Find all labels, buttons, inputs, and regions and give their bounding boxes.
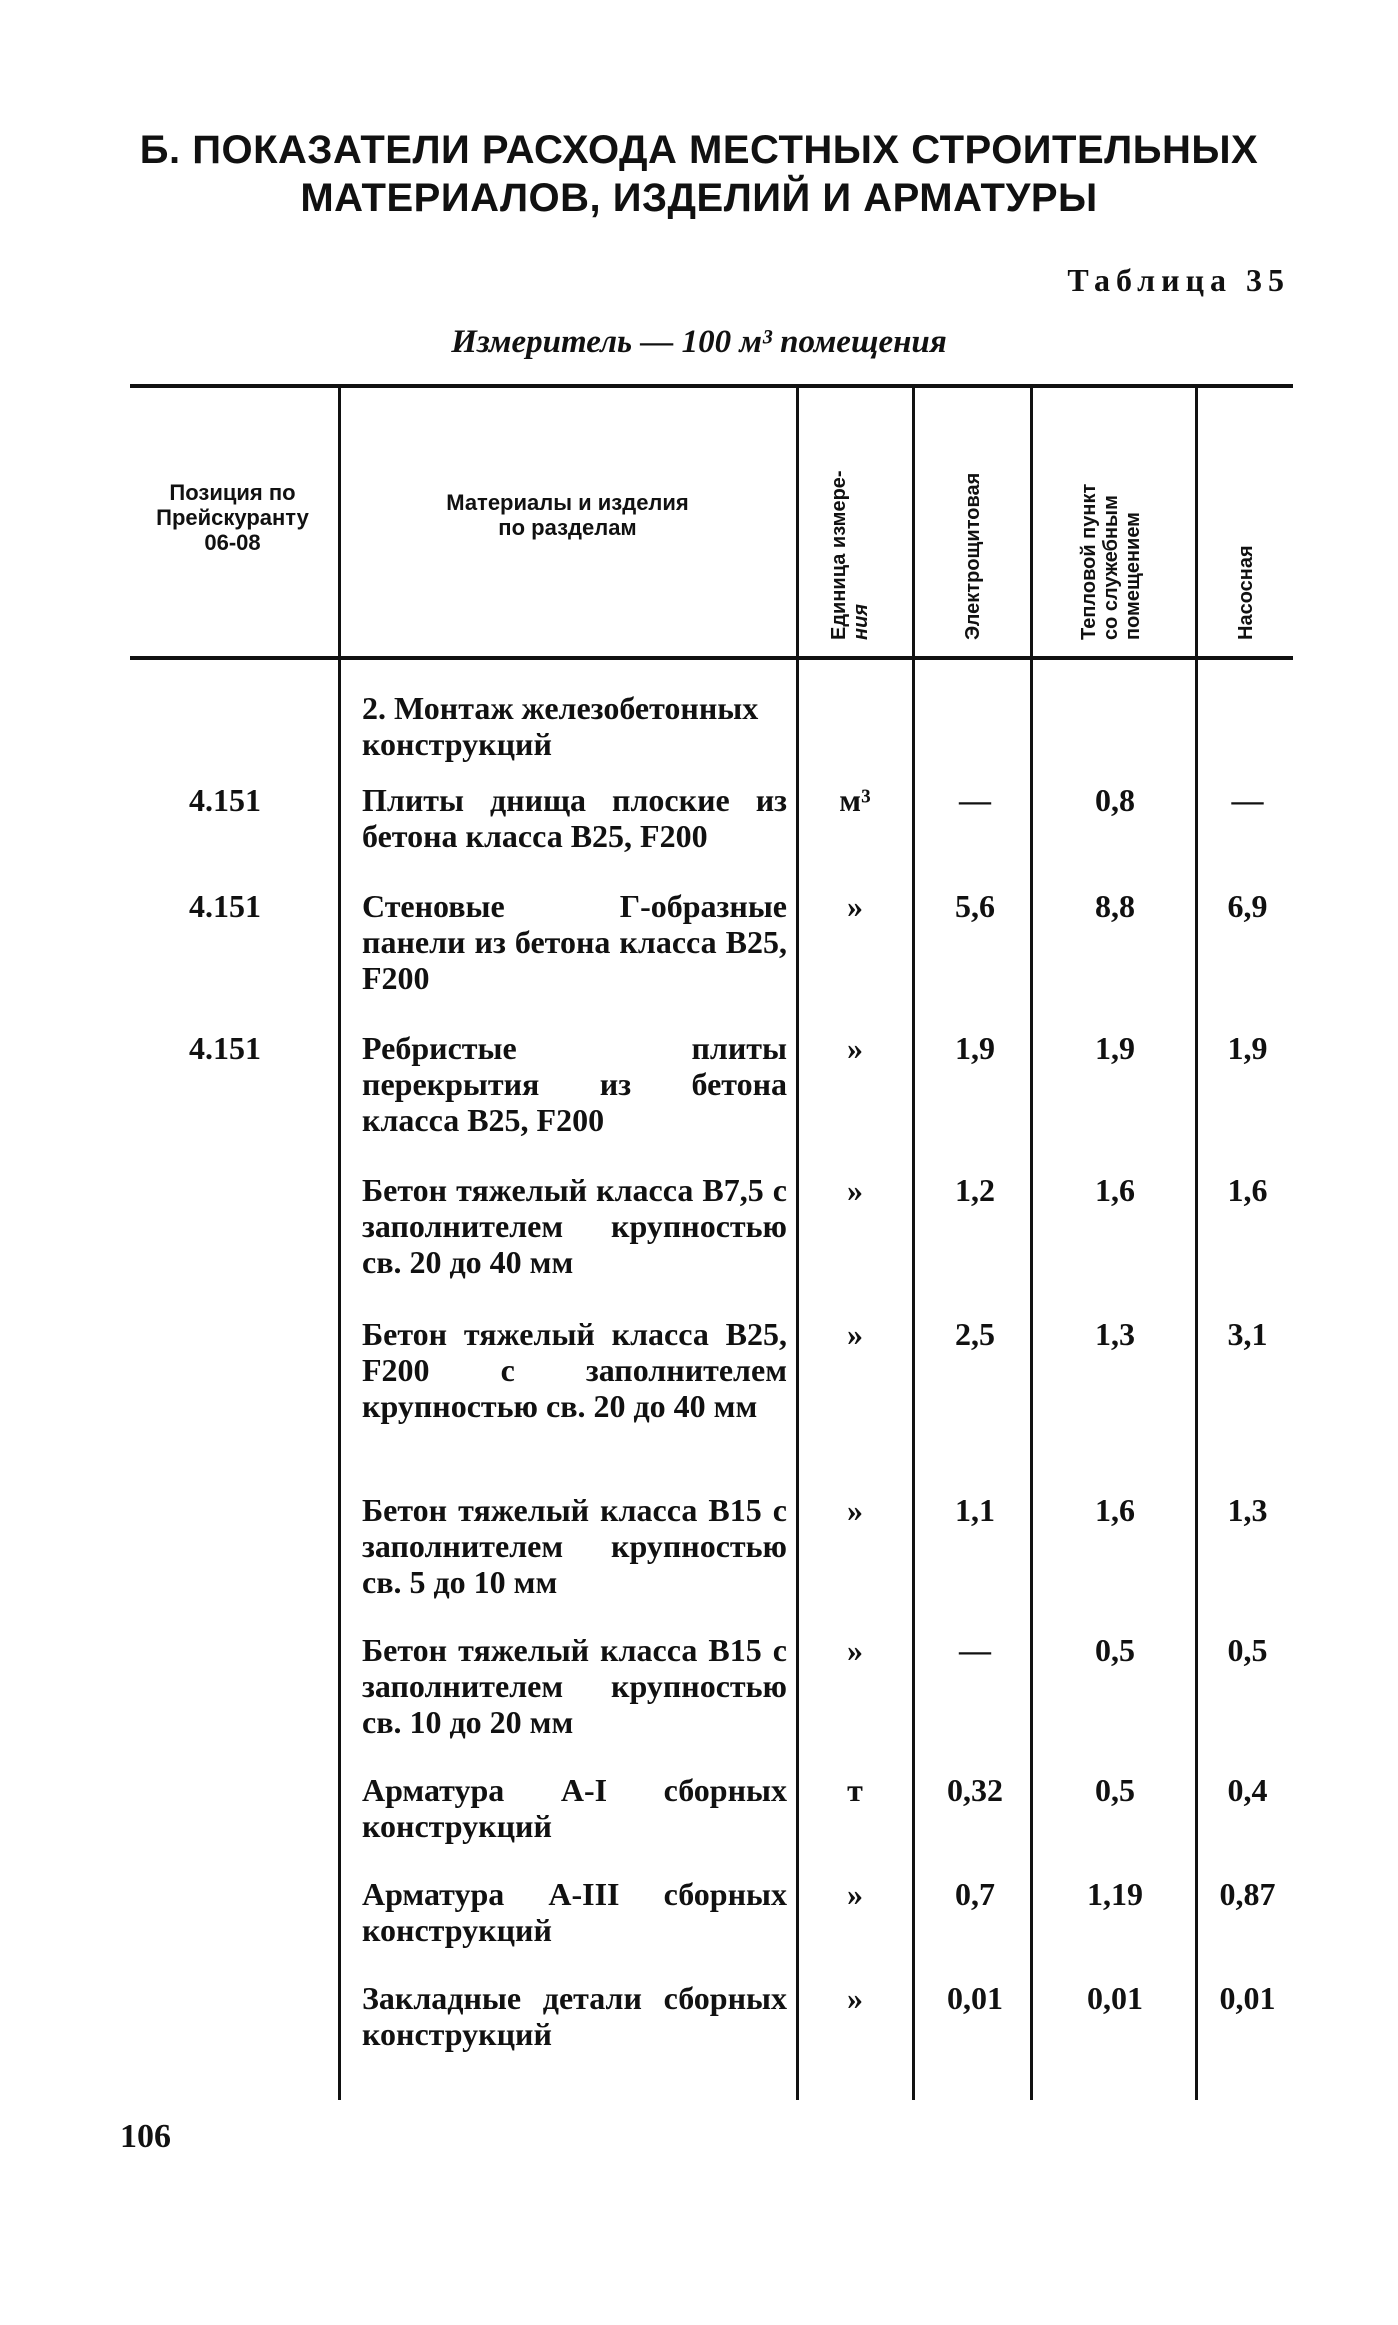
row-electrical-value: 0,7	[955, 1876, 995, 1912]
measure-unit-caption: Измеритель — 100 м³ помещения	[451, 324, 947, 360]
row-unit: »	[847, 1492, 863, 1528]
row-heat-point-value: 8,8	[1095, 888, 1135, 924]
row-unit: »	[847, 888, 863, 924]
row-unit: »	[847, 1316, 863, 1352]
row-heat-point-value: 0,5	[1095, 1632, 1135, 1668]
row-pump-value: 1,9	[1227, 1030, 1268, 1066]
row-position: 4.151	[189, 782, 261, 818]
row-electrical-value: 1,1	[955, 1492, 995, 1528]
row-unit: »	[847, 1980, 863, 2016]
row-unit: »	[847, 1172, 863, 1208]
table-top-rule	[130, 384, 1293, 388]
row-pump-value: 0,87	[1219, 1876, 1276, 1912]
row-pump-value: 3,1	[1227, 1316, 1268, 1352]
row-heat-point-value: 1,9	[1095, 1030, 1135, 1066]
table-number: Таблица 35	[1067, 262, 1290, 298]
row-heat-point-value: 0,5	[1095, 1772, 1135, 1808]
row-material: Бетон тяжелый класса В7,5 с заполнителем крупностью св. 20 до 40 мм	[362, 1172, 787, 1280]
column-divider	[1195, 388, 1198, 2100]
header-materials: Материалы и изделия по разделам	[446, 490, 689, 540]
header-unit: Единица измере- ния	[828, 470, 872, 640]
row-pump-value: 0,4	[1227, 1772, 1268, 1808]
row-material: Бетон тяжелый класса В15 с заполнителем крупностью св. 5 до 10 мм	[362, 1492, 787, 1600]
row-heat-point-value: 1,19	[1087, 1876, 1143, 1912]
row-material: Закладные детали сборных конструкций	[362, 1980, 787, 2052]
column-divider	[1030, 388, 1033, 2100]
row-electrical-value: 1,2	[955, 1172, 995, 1208]
header-pump-room: Насосная	[1235, 545, 1257, 640]
row-material: Арматура А-III сборных конструкций	[362, 1876, 787, 1948]
row-material: Стеновые Г-образные панели из бетона класса В25, F200	[362, 888, 787, 996]
header-electrical-room: Электрощитовая	[962, 472, 984, 640]
row-pump-value: 0,5	[1227, 1632, 1268, 1668]
row-heat-point-value: 0,8	[1095, 782, 1135, 818]
row-heat-point-value: 1,6	[1095, 1492, 1135, 1528]
section-heading-line-1: Б. ПОКАЗАТЕЛИ РАСХОДА МЕСТНЫХ СТРОИТЕЛЬНЫХ	[139, 128, 1259, 172]
header-bottom-rule	[130, 656, 1293, 660]
section-title: 2. Монтаж железобетонных конструкций	[362, 690, 759, 762]
row-pump-value: 1,6	[1227, 1172, 1268, 1208]
row-position: 4.151	[189, 1030, 261, 1066]
row-pump-value: —	[1231, 782, 1264, 818]
row-heat-point-value: 1,3	[1095, 1316, 1135, 1352]
row-unit: »	[847, 1876, 863, 1912]
column-divider	[338, 388, 341, 2100]
row-heat-point-value: 1,6	[1095, 1172, 1135, 1208]
row-heat-point-value: 0,01	[1087, 1980, 1143, 2016]
row-electrical-value: —	[959, 1632, 991, 1668]
row-electrical-value: —	[959, 782, 991, 818]
row-unit: м³	[839, 782, 871, 818]
row-pump-value: 6,9	[1227, 888, 1268, 924]
header-position: Позиция по Прейскуранту 06-08	[156, 480, 309, 555]
column-divider	[796, 388, 799, 2100]
row-electrical-value: 5,6	[955, 888, 995, 924]
row-electrical-value: 0,01	[947, 1980, 1003, 2016]
row-unit: »	[847, 1632, 863, 1668]
header-heat-point: Тепловой пункт со служебным помещением	[1078, 483, 1144, 640]
row-electrical-value: 2,5	[955, 1316, 995, 1352]
section-heading-line-2: МАТЕРИАЛОВ, ИЗДЕЛИЙ И АРМАТУРЫ	[300, 176, 1098, 220]
row-position: 4.151	[189, 888, 261, 924]
row-material: Арматура А-I сборных конструкций	[362, 1772, 787, 1844]
row-material: Ребристые плиты перекрытия из бетона класса В25, F200	[362, 1030, 787, 1138]
row-electrical-value: 1,9	[955, 1030, 995, 1066]
row-material: Бетон тяжелый класса В15 с заполнителем крупностью св. 10 до 20 мм	[362, 1632, 787, 1740]
row-unit: »	[847, 1030, 863, 1066]
row-pump-value: 1,3	[1227, 1492, 1268, 1528]
row-material: Бетон тяжелый класса В25, F200 с заполнителем крупностью св. 20 до 40 мм	[362, 1316, 787, 1424]
row-electrical-value: 0,32	[947, 1772, 1003, 1808]
column-divider	[912, 388, 915, 2100]
page-number: 106	[120, 2118, 171, 2155]
row-pump-value: 0,01	[1219, 1980, 1276, 2016]
row-material: Плиты днища плоские из бетона класса В25, F200	[362, 782, 787, 854]
row-unit: т	[847, 1772, 863, 1808]
